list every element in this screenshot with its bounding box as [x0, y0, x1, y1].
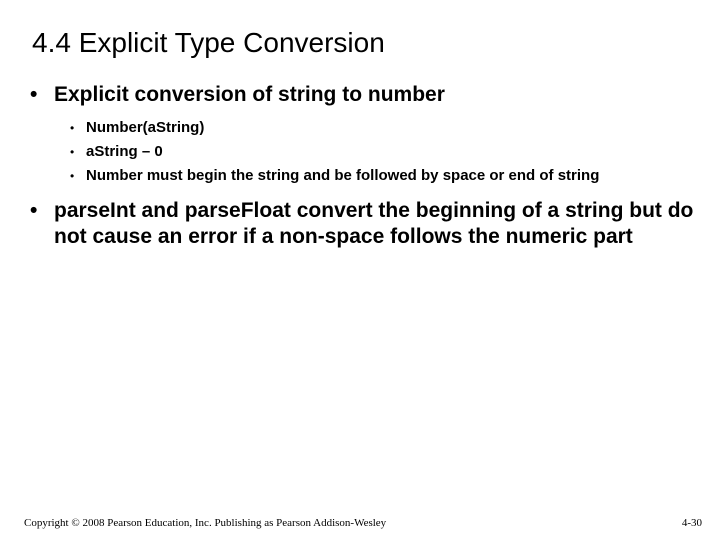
- bullet-marker: •: [30, 83, 38, 106]
- sub-bullet-marker: •: [70, 145, 75, 159]
- sub-bullet-item: [30, 164, 710, 188]
- bullet-list: [30, 82, 710, 250]
- sub-bullet-text: aString – 0: [86, 143, 163, 160]
- slide-title: 4.4 Explicit Type Conversion: [32, 27, 385, 58]
- bullet-text: Explicit conversion of string to number: [54, 83, 445, 106]
- footer-copyright: Copyright © 2008 Pearson Education, Inc. Publishing as Pearson Addison-Wesley: [24, 517, 387, 529]
- bullet-item: [30, 198, 710, 250]
- sub-bullet-item: [30, 116, 710, 140]
- sub-bullet-marker: •: [70, 121, 75, 135]
- sub-bullet-list: [30, 116, 710, 188]
- bullet-item: [30, 82, 710, 188]
- bullet-text: parseInt and parseFloat convert the beginning of a string but do not cause an error if a non-space follows the numeric part: [54, 199, 694, 248]
- sub-bullet-text: Number(aString): [86, 119, 205, 136]
- bullet-marker: •: [30, 199, 38, 222]
- sub-bullet-marker: •: [70, 169, 75, 183]
- footer-page-number: 4-30: [681, 517, 702, 529]
- sub-bullet-item: [30, 140, 710, 164]
- sub-bullet-text: Number must begin the string and be followed by space or end of string: [86, 167, 600, 184]
